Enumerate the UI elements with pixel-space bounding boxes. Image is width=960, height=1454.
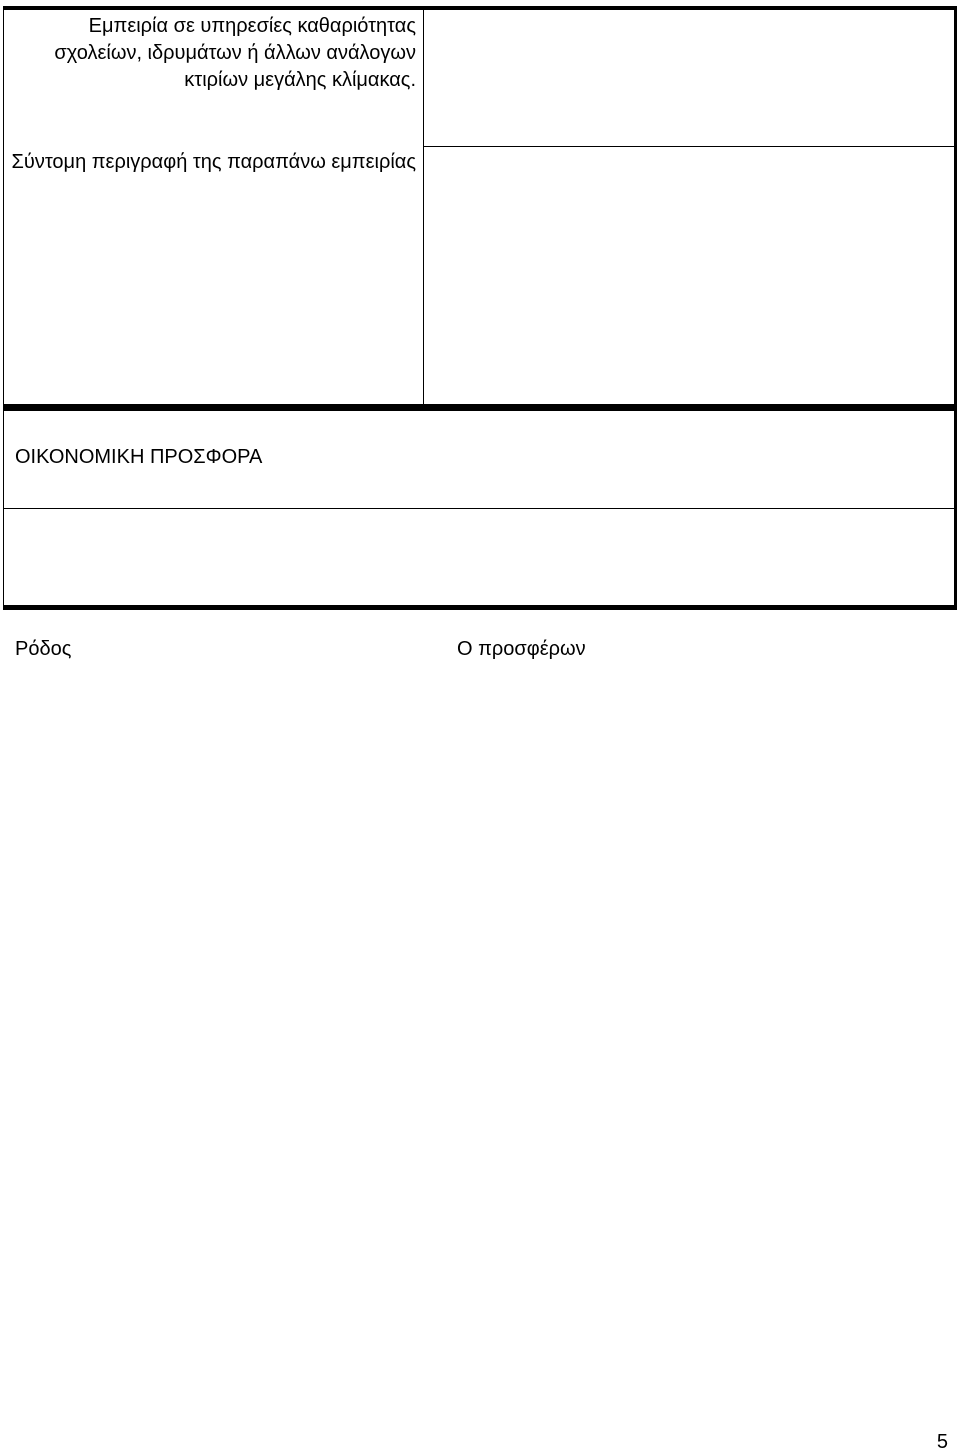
place-label: Ρόδος bbox=[15, 638, 72, 660]
page-number: 5 bbox=[936, 1431, 948, 1453]
row-divider bbox=[4, 508, 954, 509]
experience-table bbox=[3, 6, 957, 409]
row-divider bbox=[423, 146, 954, 147]
offer-table bbox=[3, 407, 957, 610]
bidder-label: Ο προσφέρων bbox=[457, 638, 586, 660]
experience-label: Εμπειρία σε υπηρεσίες καθαριότητας σχολείων, ιδρυμάτων ή άλλων ανάλογων κτιρίων μεγάλης κλίμακας. bbox=[54, 15, 416, 91]
description-label: Σύντομη περιγραφή της παραπάνω εμπειρίας bbox=[11, 151, 416, 173]
offer-title: ΟΙΚΟΝΟΜΙΚΗ ΠΡΟΣΦΟΡΑ bbox=[15, 446, 263, 468]
column-divider bbox=[423, 10, 424, 404]
